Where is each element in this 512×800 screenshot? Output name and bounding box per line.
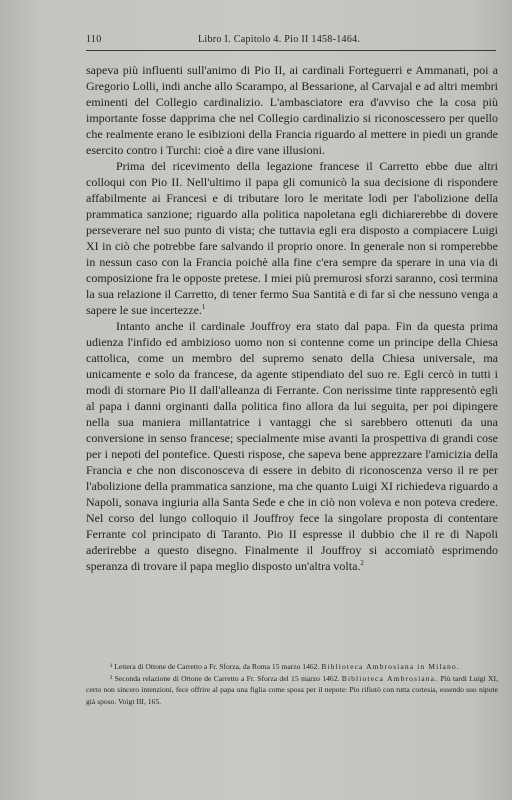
- archive-name: Biblioteca Ambrosiana in Milano.: [321, 662, 460, 671]
- footnotes: [86, 661, 498, 707]
- note-ref-1: 1: [201, 303, 206, 311]
- running-title: Libro I. Capitolo 4. Pio II 1458-1464.: [198, 34, 361, 45]
- paragraph-2: Prima del ricevimento della legazione francese il Carretto ebbe due altri colloqui con Pio II. Nell'ultimo il papa gli comunicò la sua decisione di rispondere affabilmente ai Francesi e di tributare loro le meritate lodi per l'abolizione della prammatica sanzione; riguardo alla politica napoletana egli dichiarerebbe di dovere perseverare nel suo punto di vista; che tuttavia egli era disposto a compiacere Luigi XI in ciò che potrebbe fare salvando il proprio onore. In generale non si romperebbe in nessun caso con la Francia poichè alla fine c'era sempre da sperare in una via di composizione fra le opposte pretese. I miei più premurosi sforzi saranno, così termina la sua relazione il Carretto, di tener fermo Sua Santità e di far sì che nessuno venga a sapere le sue incertezze.$^1$: [86, 159, 498, 317]
- running-header: [86, 34, 496, 48]
- page-number: 110: [86, 34, 102, 45]
- footnote-1: ¹ Lettera di Ottone de Carretto a Fr. Sforza, da Roma 15 marzo 1462. Biblioteca Ambrosiana in Milano.: [110, 662, 460, 671]
- note-ref-2: 2: [360, 559, 364, 567]
- paragraph-3: Intanto anche il cardinale Jouffroy era stato dal papa. Fin da questa prima udienza l'infido ed ambizioso uomo non si contenne come un principe della Chiesa cattolica, come un membro del supremo senato della Chiesa universale, ma unicamente e solo da francese, da agente stipendiato del suo re. Egli cercò in tutti i modi di stornare Pio II dall'alleanza di Ferrante. Con nerissime tinte rappresentò egli al papa i danni orginanti dalla politica fino allora da lui seguita, per poi dipingere nella sua maniera millantatrice i vantaggi che si sarebbero ottenuti da una conversione in senso francese; specialmente mise avanti la prospettiva di grandi cose per i nepoti del pontefice. Questi rispose, che sapeva bene apprezzare l'amicizia della Francia e che non disconosceva di essere in debito di riconoscenza verso il re per l'abolizione della prammatica sanzione, ma che quanto Luigi XI richiedeva riguardo a Napoli, sonava ingiuria alla Santa Sede e che in ciò non voleva e non poteva credere. Nel corso del lungo colloquio il Jouffroy fece la singolare proposta di contentare Ferrante col principato di Taranto. Pio II espresse il dubbio che il re di Napoli aderirebbe a questo disegno. Finalmente il Jouffroy si accomiatò esprimendo speranza di trovare il papa meglio disposto un'altra volta.$^2$: [86, 319, 498, 573]
- paragraph-1: sapeva più influenti sull'animo di Pio II, ai cardinali Forteguerri e Ammanati, poi a Gregorio Lolli, indi anche allo Scarampo, al Bessarione, al Carvajal e ad altri membri eminenti del Collegio cardinalizio. L'ambasciatore era d'avviso che la cosa più importante fosse dapprima che nel Collegio cardinalizio si riconoscessero per quello che realmente erano le esibizioni della Francia riguardo al mettere in piedi un grande esercito contro i Turchi: cioè a dire vane illusioni.: [86, 63, 498, 157]
- footnote-2: ² Seconda relazione di Ottone de Carretto a Fr. Sforza del 15 marzo 1462. Biblioteca Ambrosiana. Più tardi Luigi XI, certo non sincero intenzioni, fece offrire al papa una figlia come sposa per il nepote: Pio rifiutò con tutta cortesia, essendo suo nipote già sposo. Voigt III, 165.: [86, 673, 498, 706]
- header-rule: [86, 50, 496, 51]
- archive-name: Biblioteca Ambrosiana.: [341, 673, 439, 683]
- body-text: [86, 62, 498, 574]
